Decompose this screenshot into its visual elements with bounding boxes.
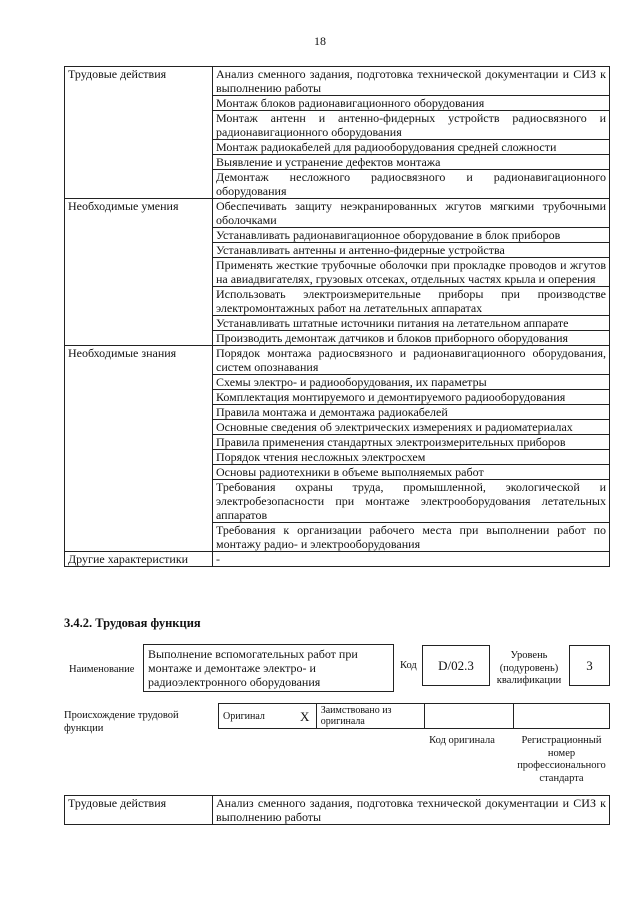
table-cell: Монтаж радиокабелей для радиооборудования средней сложности <box>213 140 610 155</box>
origin-table <box>218 703 610 729</box>
reg-number-label: Регистрационный номер профессионального стандарта <box>517 735 606 784</box>
table-row <box>65 346 610 375</box>
table-cell: Устанавливать антенны и антенно-фидерные устройства <box>213 243 610 258</box>
code-value: D/02.3 <box>438 657 474 673</box>
name-label: Наименование <box>69 664 135 675</box>
table-cell: Правила монтажа и демонтажа радиокабелей <box>213 405 610 420</box>
table-cell: Основы радиотехники в объеме выполняемых работ <box>213 465 610 480</box>
table-cell: Анализ сменного задания, подготовка технической документации и СИЗ к выполнению работы <box>213 67 610 96</box>
code-original-cell <box>424 704 514 729</box>
borrowed-cell <box>316 704 424 729</box>
page-number: 18 <box>314 34 326 48</box>
table-cell: Выявление и устранение дефектов монтажа <box>213 155 610 170</box>
table-cell: - <box>213 552 610 567</box>
table-cell: Устанавливать штатные источники питания на летательном аппарате <box>213 316 610 331</box>
table-cell: Требования к организации рабочего места при выполнении работ по монтажу радио- и электрооборудования <box>213 523 610 552</box>
table-row <box>65 552 610 567</box>
table-cell: Схемы электро- и радиооборудования, их параметры <box>213 375 610 390</box>
table-cell: Монтаж антенн и антенно-фидерных устройств радиосвязного и радионавигационного оборудования <box>213 111 610 140</box>
table-row <box>65 796 610 825</box>
code-original-label: Код оригинала <box>429 735 495 746</box>
level-value: 3 <box>586 657 593 673</box>
table-cell: Порядок монтажа радиосвязного и радионавигационного оборудования, систем опознавания <box>213 346 610 375</box>
table-cell: Применять жесткие трубочные оболочки при прокладке проводов и жгутов на авиадвигателях, грузовых отсеках, отдельных частях крыла и оперения <box>213 258 610 287</box>
qualification-level-label: Уровень (подуровень) квалификации <box>496 650 562 686</box>
row-header: Другие характеристики <box>65 552 213 567</box>
function-name-box <box>143 644 394 692</box>
code-label: Код <box>400 660 417 671</box>
table-cell: Демонтаж несложного радиосвязного и радионавигационного оборудования <box>213 170 610 199</box>
reg-number-cell <box>514 704 610 729</box>
table-cell: Монтаж блоков радионавигационного оборудования <box>213 96 610 111</box>
code-box <box>422 645 490 686</box>
labor-function-table <box>64 66 610 567</box>
row-header: Необходимые знания <box>65 346 213 552</box>
row-header: Трудовые действия <box>65 796 213 825</box>
table-cell: Устанавливать радионавигационное оборудование в блок приборов <box>213 228 610 243</box>
row-header: Трудовые действия <box>65 67 213 199</box>
original-mark-cell <box>294 704 317 729</box>
table-cell: Производить демонтаж датчиков и блоков приборного оборудования <box>213 331 610 346</box>
original-label: Оригинал <box>223 710 265 722</box>
section-title: 3.4.2. Трудовая функция <box>64 616 201 630</box>
table-row <box>65 67 610 96</box>
table-row <box>65 199 610 228</box>
table-cell: Комплектация монтируемого и демонтируемого радиооборудования <box>213 390 610 405</box>
labor-actions-table <box>64 795 610 825</box>
table-cell: Правила применения стандартных электроизмерительных приборов <box>213 435 610 450</box>
table-cell: Обеспечивать защиту неэкранированных жгутов мягкими трубочными оболочками <box>213 199 610 228</box>
level-box <box>569 645 610 686</box>
table-cell: Порядок чтения несложных электросхем <box>213 450 610 465</box>
borrowed-label: Заимствовано из оригинала <box>320 705 392 727</box>
original-cell <box>219 704 294 729</box>
table-cell: Использовать электроизмерительные приборы при производстве электромонтажных работ на летательных аппаратах <box>213 287 610 316</box>
row-header: Необходимые умения <box>65 199 213 346</box>
original-mark: X <box>299 708 310 724</box>
function-name: Выполнение вспомогательных работ при монтаже и демонтаже электро- и радиоэлектронного оборудования <box>148 647 358 689</box>
origin-label: Происхождение трудовой функции <box>64 710 179 734</box>
table-cell: Требования охраны труда, промышленной, экологической и электробезопасности при монтаже электрооборудования летательных аппаратов <box>213 480 610 523</box>
table-cell: Анализ сменного задания, подготовка технической документации и СИЗ к выполнению работы <box>213 796 610 825</box>
table-cell: Основные сведения об электрических измерениях и радиоматериалах <box>213 420 610 435</box>
